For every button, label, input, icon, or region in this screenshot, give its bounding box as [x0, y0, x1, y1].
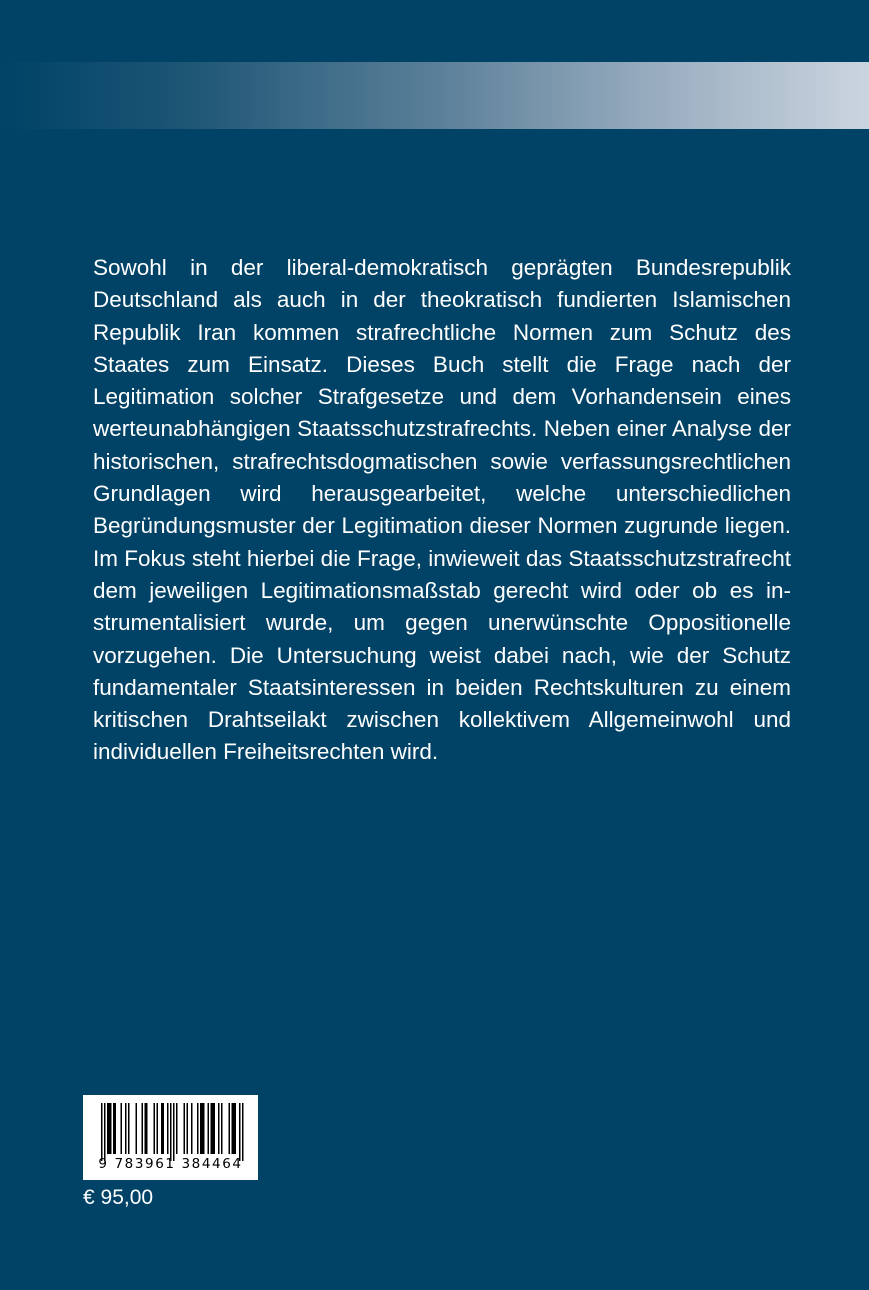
barcode-bar [235, 1103, 237, 1154]
barcode-bar [125, 1103, 127, 1154]
barcode-bar [191, 1103, 193, 1154]
barcode-bar [200, 1103, 202, 1154]
barcode-bar [173, 1103, 175, 1161]
barcode-bar [110, 1103, 112, 1154]
barcode-bar [214, 1103, 216, 1154]
barcode-bar [109, 1103, 111, 1154]
price-label: € 95,00 [83, 1186, 154, 1209]
barcode-bar [136, 1103, 138, 1154]
blurb-text: Sowohl in der liberal-demokratisch geprägten Bundesrepublik Deutschland als auch in der theokratisch fundierten Islamischen Republik Iran kommen strafrechtliche Normen zum Schutz des Staates zum Einsatz. Dieses Buch stellt die Frage nach der Legitimation solcher Strafgesetze und dem Vorhandensein eines werteunabhängigen Staatsschutzstrafrechts. Neben einer Analyse der historischen, strafrechtsdogmatischen sowie verfassungsrechtlichen Grundlagen wird herausgearbeitet, welche unterschiedlichen Begründungsmuster der Legitimation dieser Normen zugrunde liegen. Im Fokus steht hierbei die Frage, inwieweit das Staatsschutzstrafrecht dem jeweiligen Legitimationsmaßstab gerecht wird oder ob es instrumentalisiert wurde, um gegen unerwünschte Oppositionelle vorzugehen. Die Untersuchung weist dabei nach, wie der Schutz fundamentaler Staatsinteressen in beiden Rechtskulturen zu einem kritischen Drahtseilakt zwischen kollektivem Allgemeinwohl und individuellen Freiheitsrechten wird. [93, 255, 791, 765]
barcode-bar [233, 1103, 235, 1154]
isbn-barcode [83, 1095, 258, 1180]
isbn-number: 9 783961 384464 [98, 1156, 243, 1172]
barcode-bar [176, 1103, 178, 1154]
barcode-bar [197, 1103, 199, 1154]
barcode-bar [187, 1103, 189, 1154]
barcode-bar [101, 1103, 103, 1161]
barcode-bar [145, 1103, 147, 1154]
barcode-bar [202, 1103, 204, 1154]
barcode-bar [208, 1103, 210, 1154]
barcode-bar [161, 1103, 163, 1154]
barcode-bar [163, 1103, 165, 1154]
barcode-bar [184, 1103, 186, 1154]
barcode-bar [239, 1103, 241, 1161]
barcode-bar [242, 1103, 244, 1161]
barcode-bar [142, 1103, 144, 1154]
barcode-bar [154, 1103, 156, 1154]
barcode-bar [218, 1103, 220, 1154]
barcode-bar [221, 1103, 223, 1154]
barcode-bar [232, 1103, 234, 1154]
barcode-bar [167, 1103, 169, 1154]
decorative-gradient-band [0, 62, 869, 129]
barcode-bar [211, 1103, 213, 1154]
barcode-bar [104, 1103, 106, 1161]
barcode-bar [107, 1103, 109, 1154]
barcode-bar [146, 1103, 148, 1154]
barcode-bar [229, 1103, 231, 1154]
barcode-bar [128, 1103, 130, 1154]
barcode-bar [113, 1103, 115, 1154]
barcode-bar [212, 1103, 214, 1154]
barcode-bar [115, 1103, 117, 1154]
barcode-bar [170, 1103, 172, 1161]
barcode-bar [203, 1103, 205, 1154]
barcode-bar [157, 1103, 159, 1154]
barcode-bar [121, 1103, 123, 1154]
